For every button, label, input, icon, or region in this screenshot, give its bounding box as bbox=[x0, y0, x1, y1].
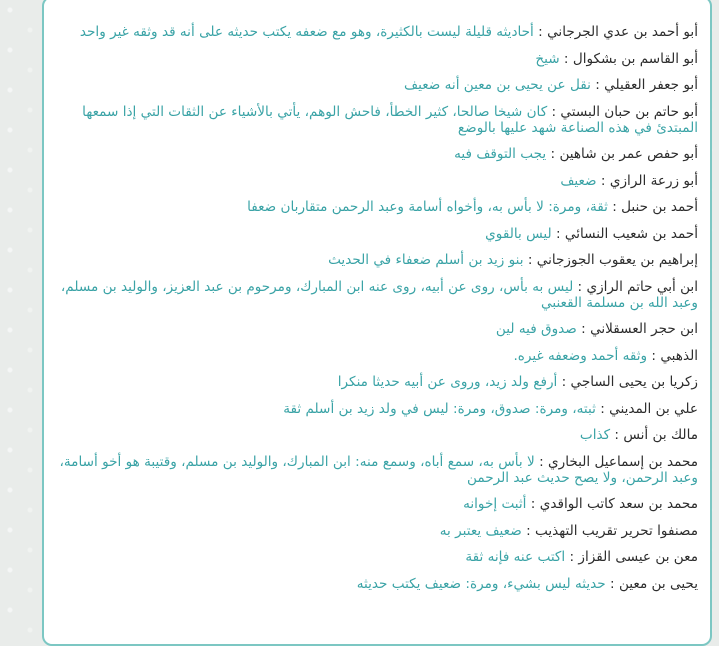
critic-name: معن بن عيسى القزاز bbox=[578, 549, 698, 565]
critic-verdict: بنو زيد بن أسلم ضعفاء في الحديث bbox=[328, 252, 524, 268]
critic-verdict: ثقة، ومرة: لا بأس به، وأخواه أسامة وعبد الرحمن متقاربان ضعفا bbox=[247, 199, 608, 215]
list-item: زكريا بن يحيى الساجي : أرفع ولد زيد، وروى عن أبيه حديثا منكرا bbox=[337, 374, 698, 390]
critic-name: أبو القاسم بن بشكوال bbox=[572, 50, 698, 67]
critic-name: مصنفوا تحرير تقريب التهذيب bbox=[535, 522, 698, 539]
critic-name: الذهبي bbox=[660, 347, 698, 364]
critic-name: زكريا بن يحيى الساجي bbox=[570, 374, 698, 390]
critic-verdict: وثقه أحمد وضعفه غيره. bbox=[513, 347, 648, 364]
critic-name: محمد بن إسماعيل البخاري bbox=[548, 453, 698, 470]
list-item: إبراهيم بن يعقوب الجوزجاني : بنو زيد بن أسلم ضعفاء في الحديث bbox=[328, 252, 698, 268]
critic-name: أبو أحمد بن عدي الجرجاني bbox=[547, 24, 698, 40]
list-item: أبو أحمد بن عدي الجرجاني : أحاديثه قليلة ليست بالكثيرة، وهو مع ضعفه يكتب حديثه على أنه قد وثقه غير واحد bbox=[79, 24, 698, 40]
critic-verdict: ليس بالقوي bbox=[485, 225, 552, 242]
critic-verdict: ضعيف bbox=[560, 172, 597, 189]
critic-name: أبو جعفر العقيلي bbox=[604, 77, 698, 93]
critic-name: ابن حجر العسقلاني bbox=[590, 321, 698, 337]
critic-verdict: كذاب bbox=[579, 427, 611, 443]
critic-name: أحمد بن حنبل bbox=[621, 199, 698, 215]
critic-verdict: أثبت إخوانه bbox=[463, 496, 527, 512]
critic-name: محمد بن سعد كاتب الواقدي bbox=[539, 496, 698, 512]
critic-verdict: ضعيف يعتبر به bbox=[439, 522, 522, 539]
list-item: أبو القاسم بن بشكوال : شيخ bbox=[535, 50, 698, 67]
critic-name: علي بن المديني bbox=[609, 400, 698, 417]
critic-verdict: أرفع ولد زيد، وروى عن أبيه حديثا منكرا bbox=[337, 374, 558, 390]
critic-name: يحيى بن معين bbox=[618, 575, 698, 592]
list-item: مالك بن أنس : كذاب bbox=[579, 427, 698, 443]
critic-verdict: ليس به بأس، روى عن أبيه، روى عنه ابن المبارك، ومرحوم بن عبد العزيز، والوليد بن مسلم، وعبد الله بن مسلمة القعنبي bbox=[60, 278, 698, 311]
critic-verdict: اكتب عنه فإنه ثقة bbox=[465, 549, 566, 565]
critic-verdict: كان شيخا صالحا، كثير الخطأ، فاحش الوهم، يأتي بالأشياء عن الثقات التي إذا سمعها المبتدئ في هذه الصناعة شهد عليها بالوضع bbox=[82, 103, 698, 136]
critic-verdict: حديثه ليس بشيء، ومرة: ضعيف يكتب حديثه bbox=[356, 575, 606, 592]
critic-name: أحمد بن شعيب النسائي bbox=[564, 225, 698, 242]
list-item: مصنفوا تحرير تقريب التهذيب : ضعيف يعتبر به bbox=[439, 522, 698, 539]
critic-name: إبراهيم بن يعقوب الجوزجاني bbox=[536, 252, 698, 268]
narrator-verdicts-card bbox=[42, 0, 712, 646]
critic-verdict: نقل عن يحيى بن معين أنه ضعيف bbox=[404, 77, 591, 93]
narrator-verdicts-list bbox=[44, 0, 710, 592]
list-item: الذهبي : وثقه أحمد وضعفه غيره. bbox=[513, 347, 698, 364]
list-item: أحمد بن حنبل : ثقة، ومرة: لا بأس به، وأخواه أسامة وعبد الرحمن متقاربان ضعفا bbox=[247, 199, 698, 215]
critic-name: مالك بن أنس bbox=[623, 427, 698, 443]
list-item: أبو زرعة الرازي : ضعيف bbox=[560, 172, 698, 189]
list-item: أبو حفص عمر بن شاهين : يجب التوقف فيه bbox=[454, 146, 698, 162]
list-item: يحيى بن معين : حديثه ليس بشيء، ومرة: ضعيف يكتب حديثه bbox=[356, 575, 698, 592]
list-item: ابن حجر العسقلاني : صدوق فيه لين bbox=[495, 321, 698, 337]
critic-name: أبو زرعة الرازي bbox=[609, 172, 698, 189]
list-item: علي بن المديني : ثبته، ومرة: صدوق، ومرة: ليس في ولد زيد بن أسلم ثقة bbox=[283, 400, 698, 417]
list-item: معن بن عيسى القزاز : اكتب عنه فإنه ثقة bbox=[465, 549, 698, 565]
list-item: أبو جعفر العقيلي : نقل عن يحيى بن معين أنه ضعيف bbox=[404, 77, 698, 93]
list-item: أبو حاتم بن حبان البستي : كان شيخا صالحا، كثير الخطأ، فاحش الوهم، يأتي بالأشياء عن الثقات التي إذا سمعها المبتدئ في هذه الصناعة شهد عليها بالوضع bbox=[82, 103, 698, 136]
critic-verdict: شيخ bbox=[535, 50, 560, 67]
critic-name: أبو حاتم بن حبان البستي bbox=[560, 103, 698, 120]
list-item: أحمد بن شعيب النسائي : ليس بالقوي bbox=[485, 225, 698, 242]
list-item: ابن أبي حاتم الرازي : ليس به بأس، روى عن أبيه، روى عنه ابن المبارك، ومرحوم بن عبد العزيز، والوليد بن مسلم، وعبد الله بن مسلمة القعنبي bbox=[60, 278, 698, 311]
critic-verdict: لا بأس به، سمع أباه، وسمع منه: ابن المبارك، والوليد بن مسلم، وقتيبة هو أخو أسامة، وعبد الرحمن، ولا يصح حديث عبد الرحمن bbox=[59, 453, 698, 486]
critic-name: أبو حفص عمر بن شاهين bbox=[559, 146, 698, 162]
list-item: محمد بن إسماعيل البخاري : لا بأس به، سمع أباه، وسمع منه: ابن المبارك، والوليد بن مسلم، وقتيبة هو أخو أسامة، وعبد الرحمن، ولا يصح حديث عبد الرحمن bbox=[59, 453, 698, 486]
critic-verdict: صدوق فيه لين bbox=[495, 321, 577, 337]
critic-verdict: يجب التوقف فيه bbox=[454, 146, 547, 162]
critic-verdict: ثبته، ومرة: صدوق، ومرة: ليس في ولد زيد بن أسلم ثقة bbox=[283, 400, 596, 417]
critic-verdict: أحاديثه قليلة ليست بالكثيرة، وهو مع ضعفه يكتب حديثه على أنه قد وثقه غير واحد bbox=[79, 24, 534, 40]
list-item: محمد بن سعد كاتب الواقدي : أثبت إخوانه bbox=[463, 496, 698, 512]
critic-name: ابن أبي حاتم الرازي bbox=[586, 278, 698, 295]
